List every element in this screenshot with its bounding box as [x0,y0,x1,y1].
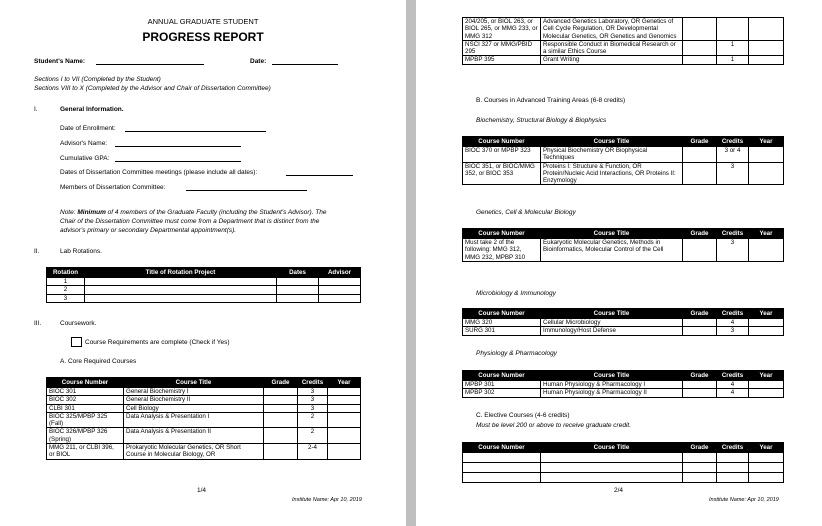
rotation-title-header: Title of Rotation Project [85,268,277,278]
grade-header: Grade [683,229,717,239]
section-1-number: I. [34,106,38,113]
area-genetics-heading: Genetics, Cell & Molecular Biology [476,209,576,216]
enrollment-field[interactable] [125,131,266,132]
table-row: BIOC 301 General Biochemistry I 3 [47,388,361,396]
rotation-advisor-header: Advisor [319,268,361,278]
table-row: BIOC 325/MPBP 325 (Fall) Data Analysis & Presentation I 2 [47,412,361,428]
committee-members-label: Members of Dissertation Committee: [60,184,166,191]
committee-meetings-label: Dates of Dissertation Committee meetings (please include all dates): [60,169,258,176]
course-title-header: Course Title [541,309,683,319]
table-row: 3 [47,294,361,302]
core-courses-heading: A. Core Required Courses [60,358,137,365]
requirements-complete-checkbox[interactable] [71,337,82,347]
grade-header: Grade [683,371,717,381]
grade-header: Grade [264,378,298,388]
elective-note: Must be level 200 or above to receive graduate credit. [476,422,632,429]
committee-members-field[interactable] [186,190,307,191]
area-physiology-heading: Physiology & Pharmacology [476,350,557,357]
enrollment-label: Date of Enrollment: [60,125,116,132]
course-title-header: Course Title [541,137,683,147]
course-title-header: Course Title [541,443,683,453]
table-row: BIOC 326/MPBP 326 (Spring) Data Analysis & Presentation II 2 [47,428,361,444]
footer-institute: Institute Name: Apr 10, 2019 [292,497,362,503]
section-3-number: III. [34,320,42,327]
checkbox-label: Course Requirements are complete (Check if Yes) [85,339,230,346]
grade-header: Grade [683,137,717,147]
page-2 [416,0,822,526]
course-title-header: Course Title [541,371,683,381]
table-row: BIOC 302 General Biochemistry II 3 [47,396,361,404]
student-name-label: Student's Name: [34,58,86,65]
genetics-table [462,228,784,262]
table-row: MPBP 302 Human Physiology & Pharmacology II 4 [463,389,784,397]
section-2-number: II. [34,248,40,255]
microbiology-table [462,308,784,336]
table-row: MMG 320 Cellular Microbiology 4 [463,319,784,327]
core-courses-table-continued [462,17,784,65]
course-number-header: Course Number [463,443,541,453]
credits-header: Credits [717,443,749,453]
committee-note-line-2: Chair of the Dissertation Committee must come from a Department that is distinct from the [60,218,320,225]
course-number-header: Course Number [47,378,124,388]
year-header: Year [749,371,784,381]
table-row [463,463,784,473]
gpa-label: Cumulative GPA: [60,155,110,162]
credits-header: Credits [298,378,328,388]
page-title: PROGRESS REPORT [142,30,264,44]
student-name-field[interactable] [96,64,204,65]
advisor-name-label: Advisor's Name: [60,140,108,147]
sections-note-1: Sections I to VII (Completed by the Student) [34,76,161,83]
table-row: MPBP 395 Grant Writing 1 [463,56,784,64]
core-courses-table [46,377,361,460]
grade-header: Grade [683,443,717,453]
elective-courses-heading: C. Elective Courses (4-6 credits) [476,412,570,419]
table-row: SURG 301 Immunology/Host Defense 3 [463,327,784,335]
table-row: Must take 2 of the following: MMG 312, MMG 232, MPBP 310 Eukaryotic Molecular Genetics, Methods in Bioinformatics, Molecular Control of the Cell 3 [463,239,784,262]
rotation-table [46,267,361,303]
course-number-header: Course Number [463,309,541,319]
rotation-header: Rotation [47,268,85,278]
course-number-header: Course Number [463,137,541,147]
committee-meetings-field[interactable] [286,175,353,176]
gpa-field[interactable] [115,161,241,162]
table-row: MPBP 301 Human Physiology & Pharmacology I 4 [463,381,784,389]
credits-header: Credits [717,137,749,147]
year-header: Year [749,309,784,319]
section-2-title: Lab Rotations. [60,248,102,255]
physiology-table [462,370,784,398]
year-header: Year [749,229,784,239]
date-label: Date: [250,58,267,65]
year-header: Year [749,137,784,147]
table-row: 2 [47,286,361,294]
advanced-courses-heading: B. Courses in Advanced Training Areas (6-8 credits) [476,97,626,104]
table-row [463,453,784,463]
table-row: NSCI 327 or MMG/PBID 295 Responsible Conduct in Biomedical Research or a similar Ethics Course 1 [463,40,784,56]
sections-note-2: Sections VIII to X (Completed by the Advisor and Chair of Dissertation Committee) [34,85,271,92]
table-row: 1 [47,278,361,286]
course-number-header: Course Number [463,371,541,381]
date-field[interactable] [272,64,338,65]
advisor-name-field[interactable] [115,146,241,147]
table-row: MMG 211, or CLBI 396, or BIOL Prokaryotic Molecular Genetics, OR Short Course in Molecular Biology, OR 2-4 [47,444,361,460]
section-3-title: Coursework. [60,320,97,327]
header-line-1: ANNUAL GRADUATE STUDENT [147,17,259,26]
table-row: BIOC 351, or BIOC/MMG 352, or BIOC 353 Proteins I: Structure & Function, OR Protein/Nucleic Acid Interactions, OR Proteins II: Enzymology 3 [463,162,784,185]
course-number-header: Course Number [463,229,541,239]
biochemistry-table [462,136,784,185]
area-microbiology-heading: Microbiology & Immunology [476,290,556,297]
footer-institute: Institute Name: Apr 10, 2019 [709,497,779,503]
page-number: 2/4 [614,487,624,494]
table-row: 204/205, or BIOL 263, or BIOL 265, or MMG 233, or MMG 312 Advanced Genetics Laboratory, OR Genetics of Cell Cycle Regulation, OR Developmental Molecular Genetics, OR Genetics and Genomics [463,18,784,41]
section-1-title: General Information. [60,106,124,113]
table-row: BIOC 370 or MPBP 323 Physical Biochemistry OR Biophysical Techniques 3 or 4 [463,147,784,163]
area-biochemistry-heading: Biochemistry, Structural Biology & Biophysics [476,117,607,124]
committee-note-line-1: Note: Minimum of 4 members of the Graduate Faculty (including the Student's Advisor). The [60,209,327,216]
course-title-header: Course Title [541,229,683,239]
credits-header: Credits [717,309,749,319]
year-header: Year [749,443,784,453]
course-title-header: Course Title [124,378,264,388]
page-number: 1/4 [197,487,207,494]
elective-table [462,442,784,483]
page-1 [0,0,406,526]
committee-note-line-3: advisor's primary or secondary Departmental appointment(s). [60,227,237,234]
table-row: CLBI 301 Cell Biology 3 [47,404,361,412]
credits-header: Credits [717,371,749,381]
credits-header: Credits [717,229,749,239]
grade-header: Grade [683,309,717,319]
year-header: Year [328,378,361,388]
table-row [463,473,784,483]
rotation-dates-header: Dates [277,268,319,278]
